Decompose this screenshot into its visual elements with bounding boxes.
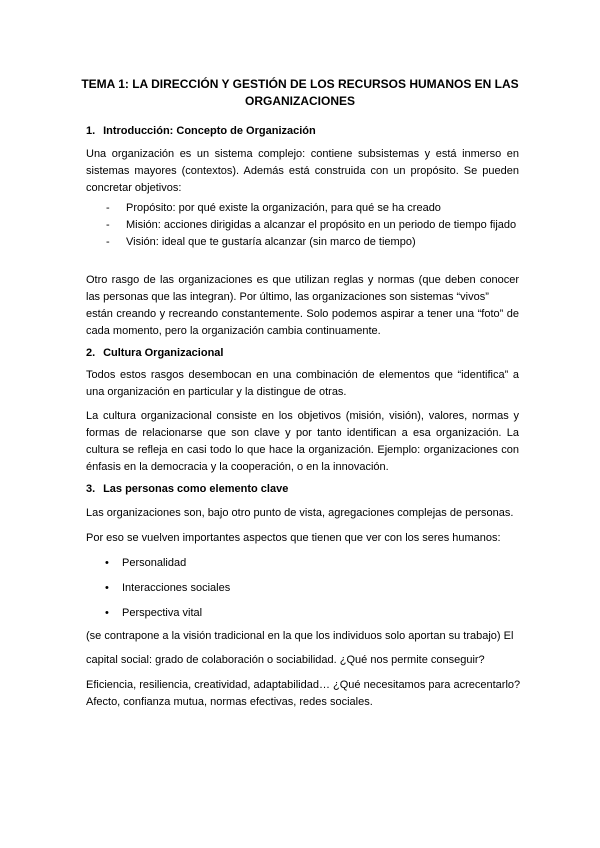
bullet-marker: •	[105, 607, 109, 619]
list-item	[86, 217, 519, 234]
bullet-marker: •	[105, 557, 109, 569]
section-3-para-3: (se contrapone a la visión tradicional en la que los individuos solo aportan su trabajo) El	[86, 630, 514, 642]
list-item	[86, 605, 519, 630]
list-item-text: Perspectiva vital	[122, 607, 203, 619]
document-title	[80, 76, 520, 110]
title-line-1: TEMA 1: LA DIRECCIÓN Y GESTIÓN DE LOS RECURSOS HUMANOS EN LAS	[81, 77, 519, 91]
section-3-title: Las personas como elemento clave	[103, 483, 289, 495]
section-2-heading	[86, 346, 223, 361]
section-1-closing-line-2: están creando y recreando constantemente. Solo podemos aspirar a tener una “foto” de cada momento, pero la organización cambia continuamente.	[86, 308, 519, 337]
section-2-para-1: Todos estos rasgos desembocan en una combinación de elementos que “identifica” a una organización en particular y la distingue de otras.	[86, 369, 519, 398]
section-1-intro: Una organización es un sistema complejo: contiene subsistemas y está inmerso en sistemas mayores (contextos). Además está construida con un propósito. Se pueden concretar objetivos:	[86, 148, 519, 194]
objectives-list	[86, 200, 519, 251]
list-item-text: Interacciones sociales	[122, 582, 231, 594]
section-3-para-5-line-1: Eficiencia, resiliencia, creatividad, adaptabilidad… ¿Qué necesitamos para acrecentarlo?	[86, 679, 521, 691]
section-1-title: Introducción: Concepto de Organización	[103, 125, 316, 137]
dash-marker: -	[106, 202, 110, 214]
section-3-para-5-line-2: Afecto, confianza mutua, normas efectivas, redes sociales.	[86, 696, 373, 708]
section-3-para-1: Las organizaciones son, bajo otro punto de vista, agregaciones complejas de personas.	[86, 507, 514, 519]
list-item	[86, 555, 519, 580]
list-item	[86, 234, 519, 251]
dash-marker: -	[106, 236, 110, 248]
section-3-heading	[86, 482, 288, 497]
title-line-2: ORGANIZACIONES	[244, 94, 355, 108]
section-3-para-4: capital social: grado de colaboración o sociabilidad. ¿Qué nos permite conseguir?	[86, 654, 485, 666]
list-item	[86, 580, 519, 605]
section-1-heading	[86, 124, 316, 139]
section-2-para-2: La cultura organizacional consiste en los objetivos (misión, visión), valores, normas y formas de relacionarse que son clave y por tanto identifican a esa organización. La cultura se refleja en casi todo lo que hace la organización. Ejemplo: organizaciones con énfasis en la democracia y la cooperación, o en la innovación.	[86, 410, 519, 473]
list-item-text: Misión: acciones dirigidas a alcanzar el propósito en un periodo de tiempo fijado	[126, 219, 517, 231]
dash-marker: -	[106, 219, 110, 231]
bullet-marker: •	[105, 582, 109, 594]
section-2-number: 2.	[86, 347, 96, 359]
section-3-number: 3.	[86, 483, 96, 495]
list-item-text: Visión: ideal que te gustaría alcanzar (sin marco de tiempo)	[126, 236, 416, 248]
list-item-text: Propósito: por qué existe la organización, para qué se ha creado	[126, 202, 441, 214]
section-3-para-2: Por eso se vuelven importantes aspectos que tienen que ver con los seres humanos:	[86, 532, 501, 544]
section-1-number: 1.	[86, 125, 96, 137]
list-item	[86, 200, 519, 217]
list-item-text: Personalidad	[122, 557, 187, 569]
section-2-title: Cultura Organizacional	[103, 347, 224, 359]
human-aspects-list	[86, 555, 519, 630]
section-1-closing-line-1: Otro rasgo de las organizaciones es que utilizan reglas y normas (que deben conocer las personas que las integran). Por último, las organizaciones son sistemas “vivos”	[86, 274, 519, 303]
